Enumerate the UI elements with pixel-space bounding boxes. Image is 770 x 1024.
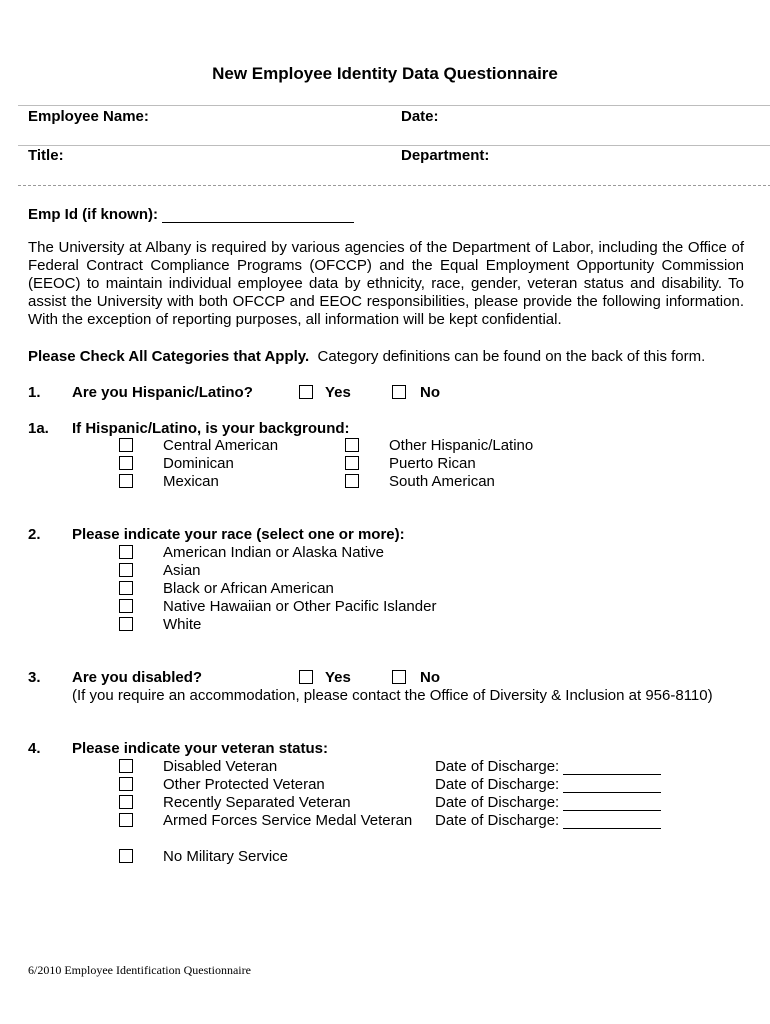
q4-option-label: Recently Separated Veteran xyxy=(163,794,351,811)
q3-yes-checkbox[interactable] xyxy=(299,670,313,684)
discharge-date-field[interactable] xyxy=(563,796,661,811)
employee-name-label: Employee Name: xyxy=(28,108,149,125)
emp-id-label: Emp Id (if known): xyxy=(28,206,158,223)
q1a-option-label: Other Hispanic/Latino xyxy=(389,437,534,454)
discharge-label: Date of Discharge: xyxy=(435,776,560,793)
q4-armed-forces-checkbox[interactable] xyxy=(119,813,133,827)
q4-discharge-row xyxy=(435,812,661,829)
q2-white-checkbox[interactable] xyxy=(119,617,133,631)
q1-yes-checkbox[interactable] xyxy=(299,385,313,399)
q4-option-label: Armed Forces Service Medal Veteran xyxy=(163,812,413,829)
discharge-label: Date of Discharge: xyxy=(435,812,560,829)
date-label: Date: xyxy=(401,108,439,125)
q1a-option-label: Puerto Rican xyxy=(389,455,476,472)
discharge-label: Date of Discharge: xyxy=(435,794,560,811)
divider xyxy=(18,105,770,106)
q4-discharge-row xyxy=(435,758,661,775)
q1a-option-label: Central American xyxy=(163,437,279,454)
q1a-option-label: Dominican xyxy=(163,455,234,472)
emp-id-field[interactable] xyxy=(162,208,354,223)
q4-no-service-label: No Military Service xyxy=(163,848,289,865)
q4-no-military-checkbox[interactable] xyxy=(119,849,133,863)
q1-yes-label: Yes xyxy=(325,384,351,401)
q1a-mexican-checkbox[interactable] xyxy=(119,474,133,488)
q4-discharge-row xyxy=(435,794,661,811)
q1a-question: If Hispanic/Latino, is your background: xyxy=(72,420,350,437)
discharge-date-field[interactable] xyxy=(563,778,661,793)
q3-question: Are you disabled? xyxy=(72,669,203,686)
q2-option-label: American Indian or Alaska Native xyxy=(163,544,384,561)
q1a-number: 1a. xyxy=(28,420,49,437)
instructions xyxy=(28,348,705,365)
q2-option-label: Black or African American xyxy=(163,580,334,597)
q2-option-label: Native Hawaiian or Other Pacific Islander xyxy=(163,598,437,615)
footer: 6/2010 Employee Identification Questionnaire xyxy=(28,963,251,977)
q4-option-label: Other Protected Veteran xyxy=(163,776,325,793)
q2-number: 2. xyxy=(28,526,41,543)
instructions-bold: Please Check All Categories that Apply. xyxy=(28,348,310,365)
department-label: Department: xyxy=(401,147,490,164)
q1a-option-label: Mexican xyxy=(163,473,219,490)
q3-note: (If you require an accommodation, please contact the Office of Diversity & Inclusion at 956-8110) xyxy=(72,687,713,704)
q2-option-label: White xyxy=(163,616,202,633)
q4-disabled-veteran-checkbox[interactable] xyxy=(119,759,133,773)
q3-yes-label: Yes xyxy=(325,669,351,686)
intro-paragraph: The University at Albany is required by various agencies of the Department of Labor, including the Office of Federal Contract Compliance Programs (OFCCP) and the Equal Employment Opportunity Commission (EEOC) to maintain individual employee data by ethnicity, race, gender, veteran status and disability. To assist the University with both OFCCP and EEOC responsibilities, please provide the following information. With the exception of reporting purposes, all information will be kept confidential. xyxy=(28,239,744,328)
q2-american-indian-checkbox[interactable] xyxy=(119,545,133,559)
q1a-south-american-checkbox[interactable] xyxy=(345,474,359,488)
q4-discharge-row xyxy=(435,776,661,793)
q1-no-label: No xyxy=(420,384,440,401)
q4-number: 4. xyxy=(28,740,41,757)
title-label: Title: xyxy=(28,147,64,164)
q2-native-hawaiian-checkbox[interactable] xyxy=(119,599,133,613)
q2-option-label: Asian xyxy=(163,562,201,579)
q4-question: Please indicate your veteran status: xyxy=(72,740,328,757)
discharge-date-field[interactable] xyxy=(563,760,661,775)
divider xyxy=(18,145,770,146)
q2-asian-checkbox[interactable] xyxy=(119,563,133,577)
q1a-option-label: South American xyxy=(389,473,495,490)
q1a-puerto-rican-checkbox[interactable] xyxy=(345,456,359,470)
q4-recently-separated-checkbox[interactable] xyxy=(119,795,133,809)
q2-black-checkbox[interactable] xyxy=(119,581,133,595)
q1a-dominican-checkbox[interactable] xyxy=(119,456,133,470)
divider xyxy=(18,185,770,186)
emp-id-row xyxy=(28,206,354,223)
discharge-label: Date of Discharge: xyxy=(435,758,560,775)
instructions-text: Category definitions can be found on the back of this form. xyxy=(317,348,706,365)
q1-number: 1. xyxy=(28,384,41,401)
q3-no-label: No xyxy=(420,669,440,686)
q4-other-protected-checkbox[interactable] xyxy=(119,777,133,791)
q3-no-checkbox[interactable] xyxy=(392,670,406,684)
q4-option-label: Disabled Veteran xyxy=(163,758,278,775)
page-title: New Employee Identity Data Questionnaire xyxy=(212,64,558,83)
q2-question: Please indicate your race (select one or more): xyxy=(72,526,405,543)
q1-no-checkbox[interactable] xyxy=(392,385,406,399)
q1a-other-hispanic-checkbox[interactable] xyxy=(345,438,359,452)
q1-question: Are you Hispanic/Latino? xyxy=(72,384,253,401)
discharge-date-field[interactable] xyxy=(563,814,661,829)
q3-number: 3. xyxy=(28,669,41,686)
q1a-central-american-checkbox[interactable] xyxy=(119,438,133,452)
